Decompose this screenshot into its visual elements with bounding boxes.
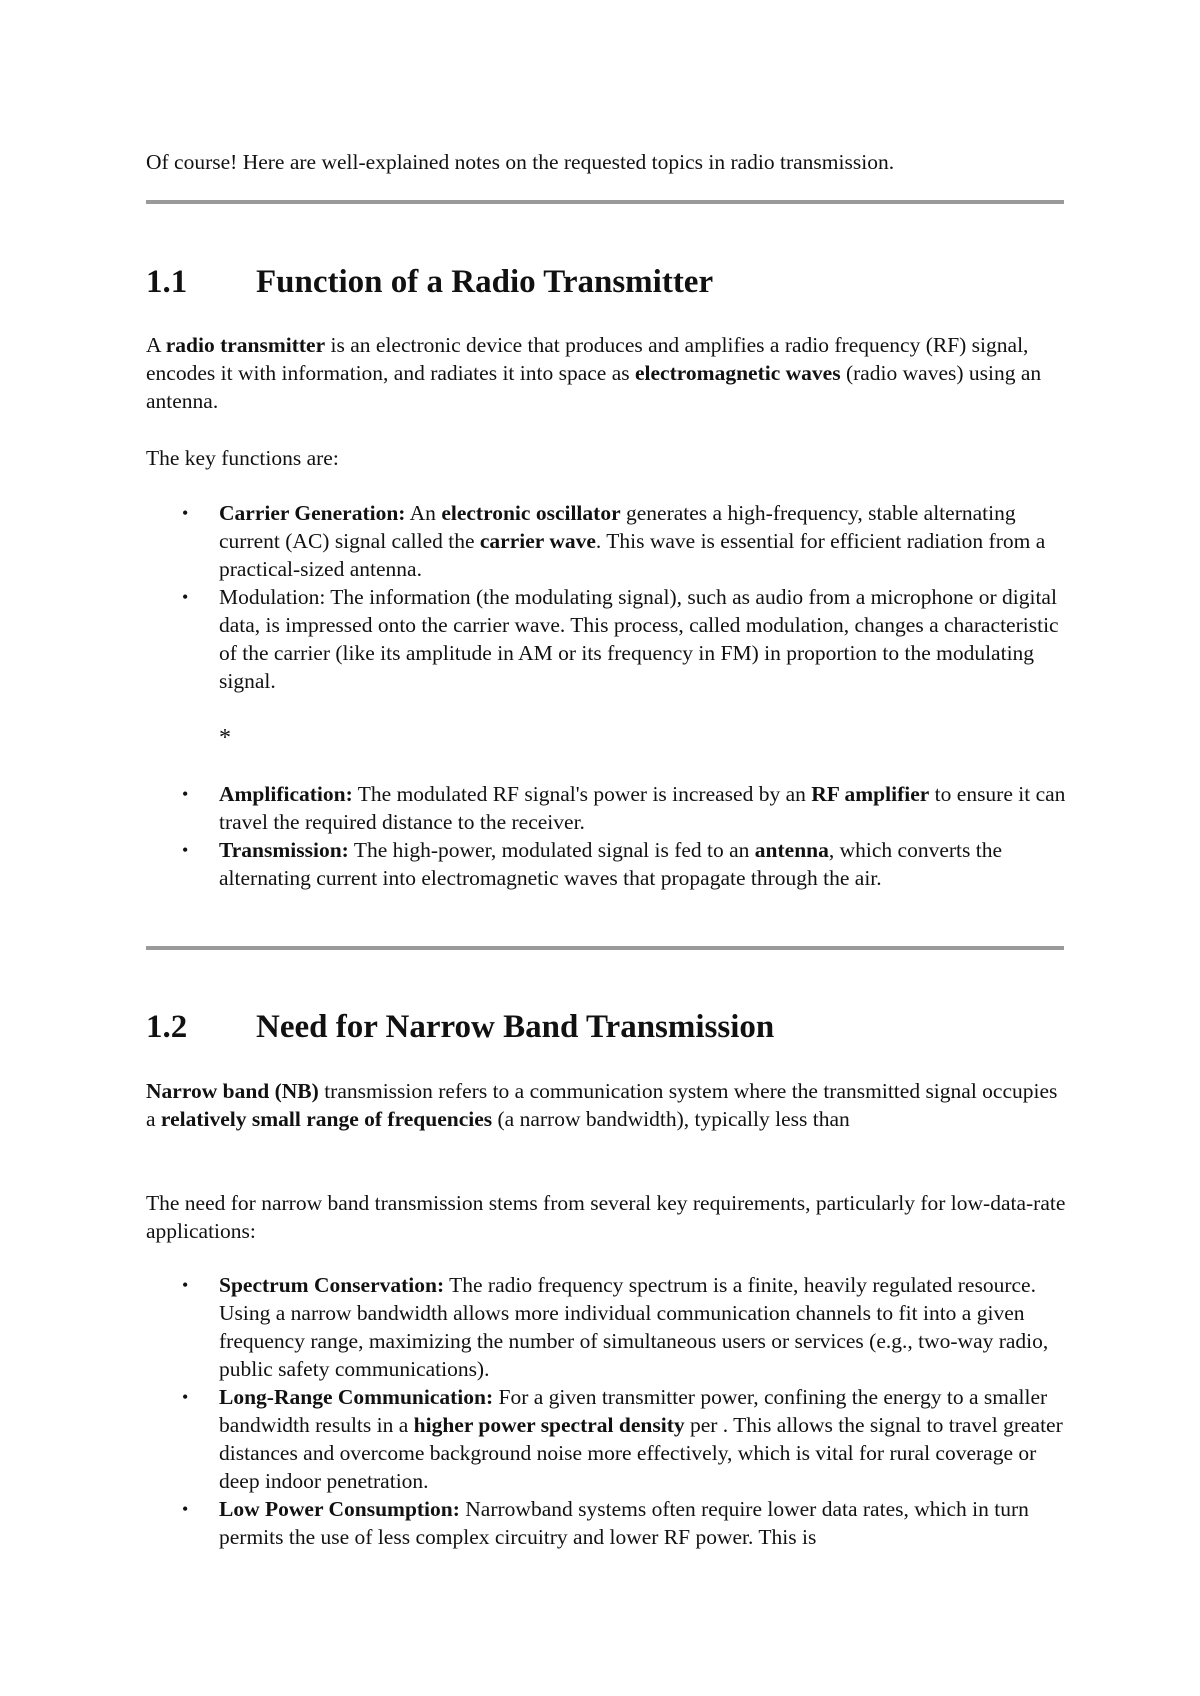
bold-term: electronic oscillator [441, 501, 621, 525]
text-run: generates a high-frequency, stable alternating current (AC) signal called the [219, 501, 1016, 553]
stray-asterisk: * [219, 725, 231, 751]
text-run: . This wave is essential for efficient radiation from a practical-sized antenna. [219, 529, 1046, 581]
bullet-list-functions-a [146, 499, 1066, 695]
text-run: The radio frequency spectrum is a finite, heavily regulated resource. Using a narrow bandwidth allows more individual communication channels to fit into a given frequency range, maximizing the number of simultaneous users or services (e.g., two-way radio, public safety communications). [219, 1273, 1049, 1381]
text-run: (radio waves) using an antenna. [146, 361, 1042, 413]
text-run: per . This allows the signal to travel greater distances and overcome background noise more effectively, which is vital for rural coverage or deep indoor penetration. [219, 1413, 1063, 1493]
list-item [146, 1271, 1066, 1383]
list-item [146, 836, 1066, 892]
text-run: For a given transmitter power, confining the energy to a smaller bandwidth results in a [219, 1385, 1048, 1437]
bold-term: Long-Range Communication: [219, 1385, 494, 1409]
bold-term: Amplification: [219, 782, 353, 806]
bold-term: Narrow band (NB) [146, 1079, 319, 1103]
bullet-icon: • [182, 1275, 189, 1295]
text-run: An [405, 501, 442, 525]
text-run: , which converts the alternating current into electromagnetic waves that propagate through the air. [219, 838, 1003, 890]
section-heading-1-2 [146, 1007, 774, 1047]
bold-term: electromagnetic waves [635, 361, 841, 385]
list-item [146, 499, 1066, 583]
paragraph-radio-transmitter-definition [146, 331, 1066, 415]
section-heading-1-1 [146, 262, 713, 302]
text-run: is an electronic device that produces and amplifies a radio frequency (RF) signal, encodes it with information, and radiates it into space as [146, 333, 1029, 385]
paragraph-need-for-narrow-band: The need for narrow band transmission stems from several key requirements, particularly for low-data-rate applications: [146, 1191, 1066, 1243]
bullet-icon: • [182, 784, 189, 804]
bullet-icon: • [182, 587, 189, 607]
bullet-icon: • [182, 503, 189, 523]
horizontal-rule [146, 946, 1064, 950]
horizontal-rule [146, 200, 1064, 204]
bold-term: carrier wave [479, 529, 596, 553]
bold-term: Carrier Generation: [219, 501, 406, 525]
bold-term: Transmission: [219, 838, 349, 862]
intro-text: Of course! Here are well-explained notes on the requested topics in radio transmission. [146, 150, 895, 174]
text-run: The high-power, modulated signal is fed to an [348, 838, 755, 862]
bold-term: Spectrum Conservation: [219, 1273, 445, 1297]
paragraph-key-functions: The key functions are: [146, 446, 339, 470]
bold-term: radio transmitter [165, 333, 326, 357]
section-title: Need for Narrow Band Transmission [256, 1009, 775, 1045]
text-run: transmission refers to a communication system where the transmitted signal occupies a [146, 1079, 1058, 1131]
text-run: The modulated RF signal's power is increased by an [352, 782, 812, 806]
section-number: 1.1 [146, 264, 188, 300]
text-run: Modulation: The information (the modulating signal), such as audio from a microphone or digital data, is impressed onto the carrier wave. This process, called modulation, changes a characteristic of the carrier (like its amplitude in AM or its frequency in FM) in proportion to the modulating signal. [219, 585, 1059, 693]
list-item [146, 1495, 1066, 1551]
bold-term: higher power spectral density [413, 1413, 685, 1437]
text-run: to ensure it can travel the required distance to the receiver. [219, 782, 1066, 834]
list-item [146, 780, 1066, 836]
bold-term: relatively small range of frequencies [160, 1107, 493, 1131]
bullet-list-narrow-band-needs [146, 1271, 1066, 1551]
text-run: Narrowband systems often require lower data rates, which in turn permits the use of less complex circuitry and lower RF power. This is [219, 1497, 1029, 1549]
section-title: Function of a Radio Transmitter [256, 264, 714, 300]
bold-term: antenna [754, 838, 829, 862]
text-run: (a narrow bandwidth), typically less than [492, 1107, 850, 1131]
section-number: 1.2 [146, 1009, 188, 1045]
text-run: A [146, 333, 166, 357]
bullet-icon: • [182, 1499, 189, 1519]
bold-term: Low Power Consumption: [219, 1497, 460, 1521]
bullet-icon: • [182, 840, 189, 860]
bold-term: RF amplifier [811, 782, 930, 806]
bullet-icon: • [182, 1387, 189, 1407]
list-item [146, 583, 1066, 695]
paragraph-narrow-band-definition [146, 1077, 1066, 1133]
list-item [146, 1383, 1066, 1495]
bullet-list-functions-b [146, 780, 1066, 892]
